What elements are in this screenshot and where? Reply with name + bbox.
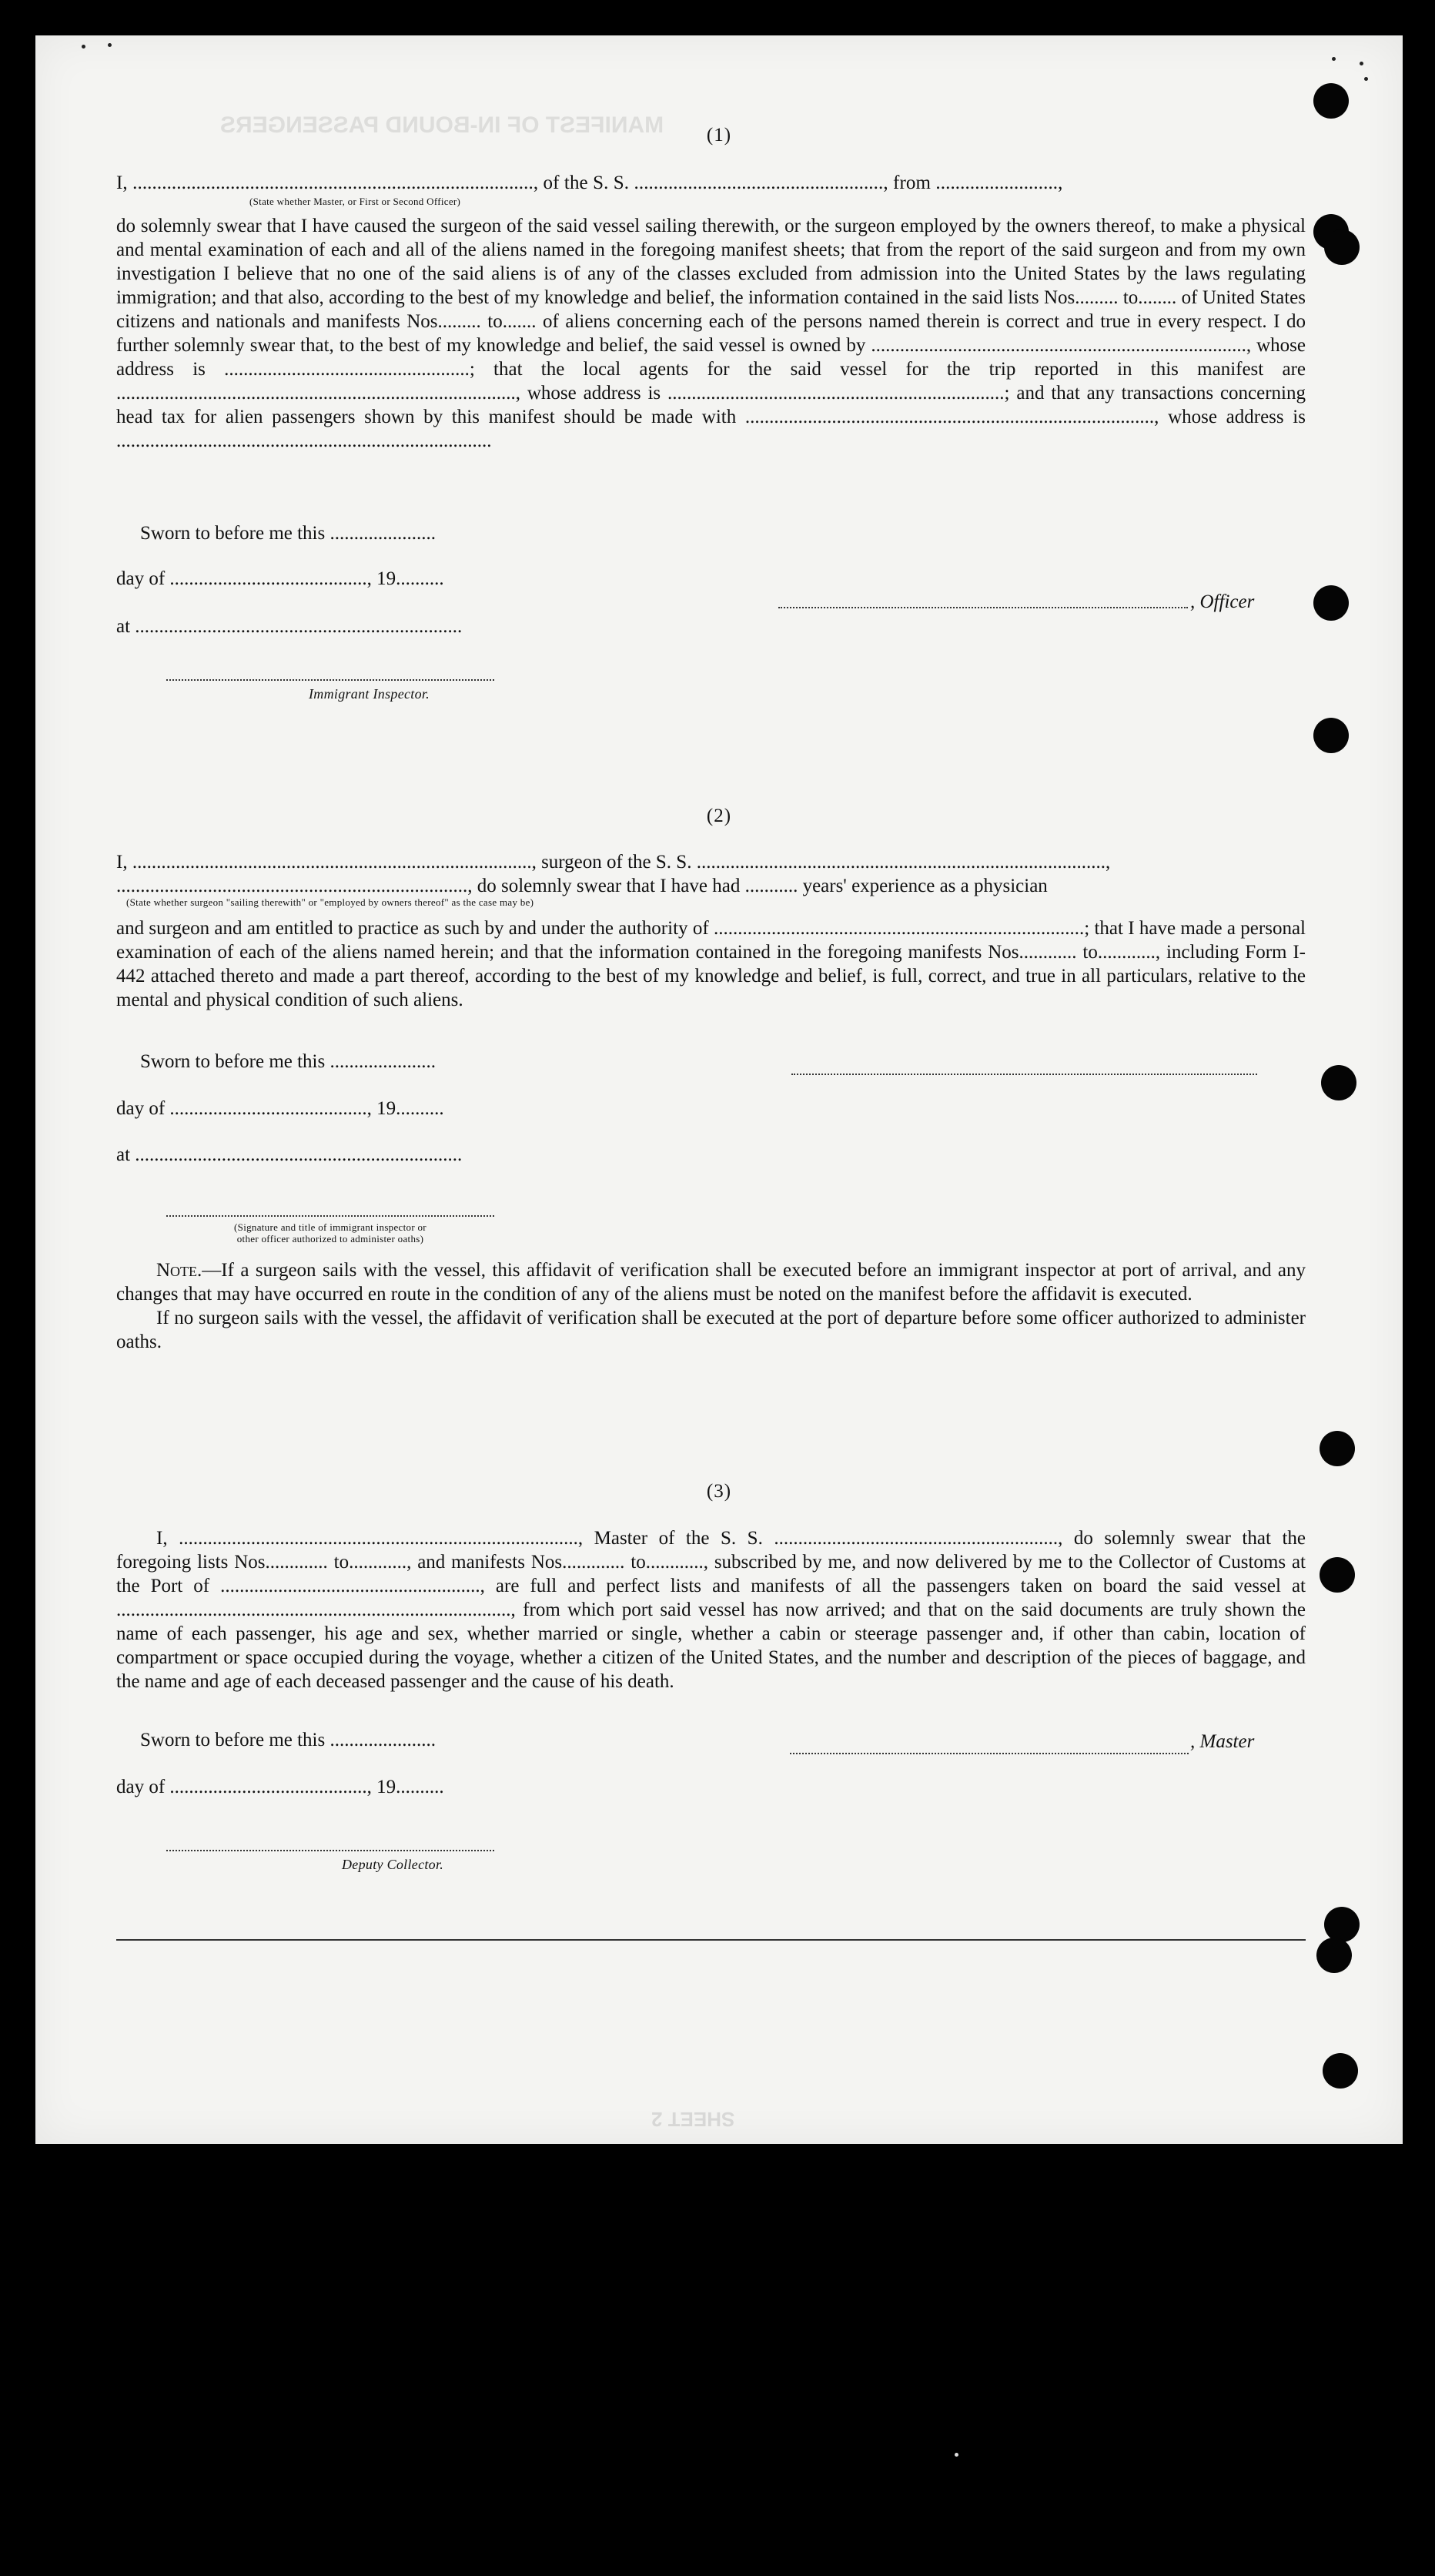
punch-hole	[1313, 718, 1349, 753]
bleed-through-header: MANIFEST OF IN-BOUND PASSENGERS	[220, 112, 664, 138]
note-paragraph-2	[116, 1306, 1306, 1354]
section-1-opening-caption: (State whether Master, or First or Second Officer)	[249, 196, 461, 207]
punch-hole	[1323, 2053, 1358, 2089]
punch-hole	[1316, 1938, 1352, 1973]
scan-speck	[82, 45, 85, 49]
section-2-signature-caption-1: (Signature and title of immigrant inspector or	[234, 1221, 426, 1233]
scan-speck	[1332, 57, 1336, 61]
section-1-inspector-title: Immigrant Inspector.	[309, 686, 430, 702]
section-1-officer-title: Officer	[1199, 591, 1255, 612]
section-3-number: (3)	[706, 1481, 732, 1502]
section-1-officer-label: , Officer	[1190, 591, 1255, 612]
scan-speck	[1364, 77, 1368, 81]
punch-hole	[1324, 1907, 1360, 1942]
section-2-signature-caption-2: other officer authorized to administer oaths)	[236, 1233, 424, 1244]
section-1-body-text: do solemnly swear that I have caused the surgeon of the said vessel sailing therewith, or the surgeon employed by the owners thereof, to make a physical and mental examination of each and all of the aliens named in the foregoing manifest sheets; that from the report of the said surgeon and from my own investigation I believe that no one of the said aliens is of any of the classes excluded from admission into the United States by the laws regulating immigration; and that also, according to the best of my knowledge and belief, the information contained in the said lists Nos......... to........ of United States citizens and nationals and manifests Nos......... to....... of aliens concerning each of the persons named therein is correct and true in every respect. I do further solemnly swear that, to the best of my knowledge and belief, the said vessel is owned by .............................................................................., whose address is ...................................................; that the local agents for the said vessel for the trip reported in this manifest are ..................................................................................., whose address is ......................................................................; and that any transactions concerning head tax for alien passengers shown by this manifest should be made with ....................................................................................., whose address is ..............................................................................	[116, 216, 1306, 451]
section-1-opening-line: I, .................................................................................., of the S. S. ..................................................., from .........................,	[116, 173, 1063, 193]
section-3-body-text: I, ..................................................................................., Master of the S. S. ..........................................................., do solemnly swear that the foregoing lists Nos............. to............, and manifests Nos............. to............, subscribed by me, and now delivered by me to the Collector of Customs at the Port of ......................................................, are full and perfect lists and manifests of all the passengers taken on board the said vessel at .................................................................................., from which port said vessel has now arrived; and that on the said documents are truly shown the name of each passenger, his age and sex, whether married or single, whether a cabin or steerage passenger and, if other than cabin, location of compartment or space occupied during the voyage, whether a citizen of the United States, and the number and description of the pieces of baggage, and the name and age of each deceased passenger and the cause of his death.	[116, 1528, 1306, 1692]
section-3-day: day of ........................................., 19..........	[116, 1777, 444, 1797]
section-2-at: at ....................................................................	[116, 1144, 463, 1165]
section-3-master-signature-line	[790, 1753, 1189, 1754]
section-2-second-line: ........................................................................., do solemnly swear that I have had ........... years' experience as a physician	[116, 876, 1048, 896]
section-2-body-text: and surgeon and am entitled to practice as such by and under the authority of .............................................................................; that I have made a personal examination of each of the aliens named herein; and that the information contained in the foregoing manifests Nos............ to............, including Form I-442 attached thereto and made a part thereof, according to the best of my knowledge and belief, is full, correct, and true in all particulars, relative to the mental and physical condition of such aliens.	[116, 918, 1306, 1010]
section-3-sworn: Sworn to before me this ......................	[140, 1730, 436, 1750]
scan-speck	[1360, 62, 1363, 65]
form-sheet	[35, 35, 1403, 2144]
note-label: Note.	[156, 1260, 202, 1281]
section-2-sworn: Sworn to before me this ......................	[140, 1051, 436, 1072]
note-paragraph-1	[116, 1258, 1306, 1306]
section-1-sworn: Sworn to before me this ......................	[140, 523, 436, 544]
section-1-number: (1)	[706, 125, 732, 146]
punch-hole	[1313, 585, 1349, 621]
section-1-inspector-signature-line	[166, 679, 494, 681]
section-2-inspector-signature-line	[166, 1215, 494, 1217]
section-3-master-title: Master	[1199, 1731, 1255, 1752]
section-1-officer-signature-line	[778, 607, 1188, 608]
section-2-surgeon-signature-line	[791, 1074, 1257, 1075]
section-1-day: day of ........................................., 19..........	[116, 568, 444, 589]
section-2-note	[116, 1258, 1306, 1354]
section-3-collector-signature-line	[166, 1850, 494, 1851]
bleed-through-footer: SHEET 2	[651, 2108, 735, 2131]
punch-hole	[1324, 229, 1360, 265]
note-text-1: —If a surgeon sails with the vessel, this affidavit of verification shall be executed before an immigrant inspector at port of arrival, and any changes that may have occurred en route in the condition of any of the aliens must be noted on the manifest before the affidavit is executed.	[116, 1260, 1306, 1305]
section-2-opening-line: I, ..................................................................................., surgeon of the S. S. .....................................................................................,	[116, 852, 1111, 873]
section-2-day: day of ........................................., 19..........	[116, 1098, 444, 1119]
punch-hole	[1320, 1557, 1355, 1593]
section-3-paragraph	[116, 1526, 1306, 1693]
section-1-paragraph	[116, 214, 1306, 453]
punch-hole	[1321, 1065, 1356, 1100]
section-3-master-label: , Master	[1190, 1731, 1255, 1752]
punch-hole	[1313, 83, 1349, 119]
note-text-2: If no surgeon sails with the vessel, the affidavit of verification shall be executed at the port of departure before some officer authorized to administer oaths.	[116, 1308, 1306, 1352]
bottom-divider	[116, 1939, 1306, 1941]
scan-speck	[108, 43, 112, 47]
section-1-at: at ....................................................................	[116, 616, 463, 637]
section-2-opening-caption: (State whether surgeon "sailing therewith" or "employed by owners thereof" as the case may be)	[126, 896, 534, 908]
section-2-number: (2)	[706, 806, 732, 826]
punch-hole	[1320, 1431, 1355, 1466]
scan-speck-outside	[955, 2453, 958, 2457]
section-2-paragraph	[116, 916, 1306, 1012]
section-3-collector-title: Deputy Collector.	[342, 1857, 444, 1872]
